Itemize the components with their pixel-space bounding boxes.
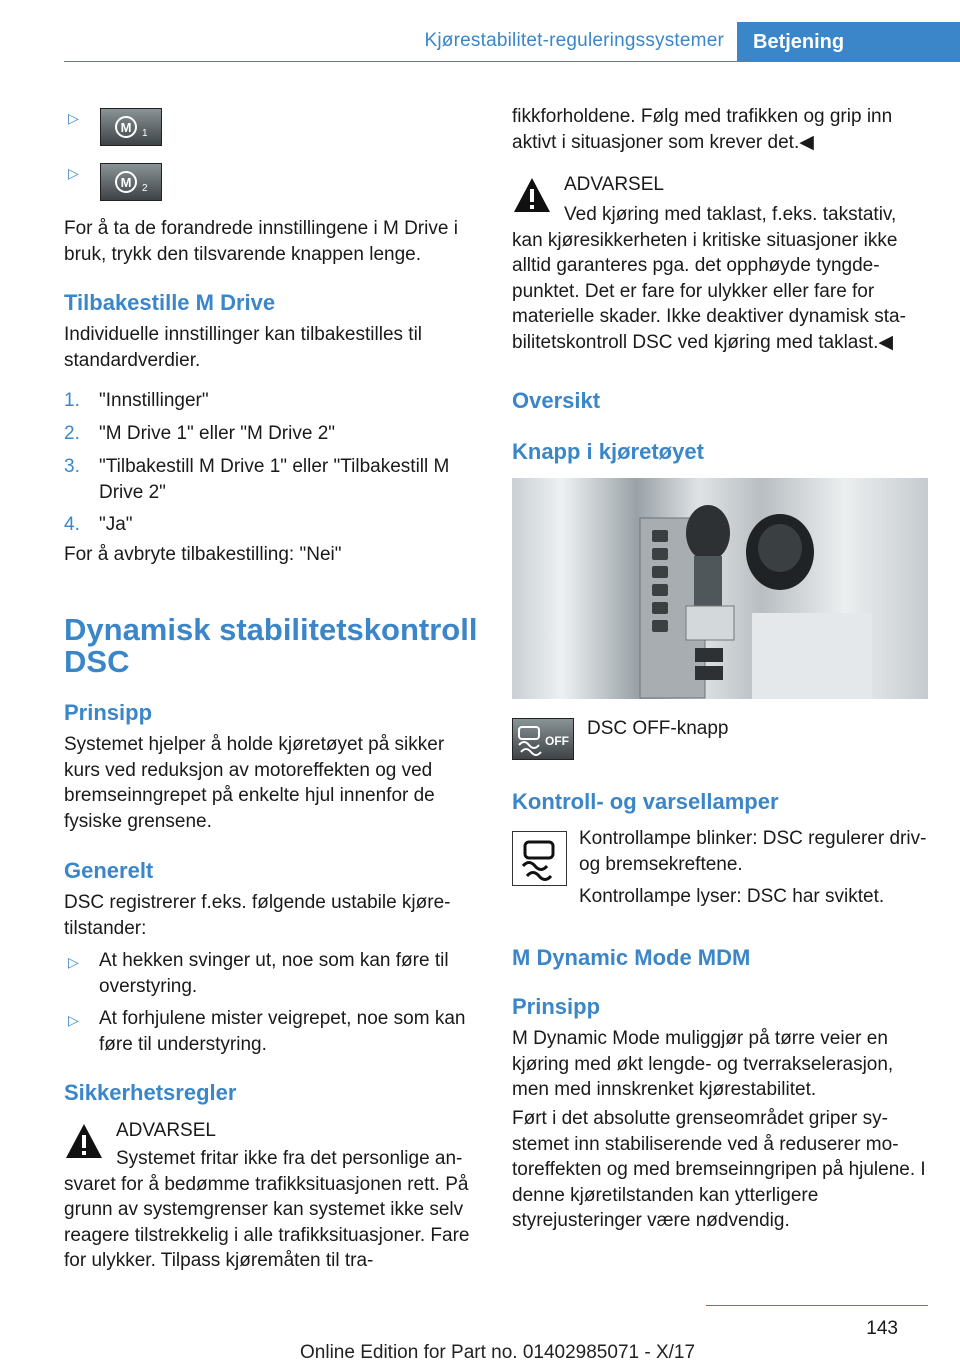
dsc-off-label: DSC OFF-knapp	[587, 718, 729, 739]
mdm-text-1: M Dynamic Mode muliggjør på tørre veier en kjøring med økt lengde- og tverrakselerasjon, men med innskrenket kjørestabilitet.	[512, 1028, 894, 1101]
general-text: DSC registrerer f.eks. følgende ustabile kjøretilstander:	[64, 892, 451, 939]
breadcrumb: Kjørestabilitet-reguleringssystemer	[424, 30, 724, 51]
svg-text:M: M	[120, 175, 132, 190]
warning-label: ADVARSEL	[116, 1120, 216, 1141]
button-heading: Knapp i kjøretøyet	[512, 439, 704, 464]
triangle-bullet-icon: ▷	[68, 165, 79, 181]
warning-text: Ved kjøring med taklast, f.eks. takstativ, kan kjøresikkerheten i kritiske situasjoner ikke alltid garanteres pga. det opphøyde tyngdepunktet. Det er fare for ulykker eller fare for materielle skader. Ikke deaktiver dynamisk stabilitetskontroll DSC ved kjøring med taklast.◀	[512, 204, 906, 353]
reset-heading: Tilbakestille M Drive	[64, 290, 276, 315]
mdm-principle-heading: Prinsipp	[512, 994, 601, 1019]
lamp-blink-text: Kontrollampe blinker: DSC regulerer driv- og bremsekreftene.	[579, 828, 927, 875]
svg-text:2: 2	[142, 183, 148, 194]
step-text: "M Drive 1" eller "M Drive 2"	[99, 423, 336, 444]
continuation-text: fikkforholdene. Følg med trafikken og grip inn aktivt i situasjoner som krever det.◀	[512, 106, 893, 153]
svg-text:OFF: OFF	[545, 734, 569, 748]
edition-text: Online Edition for Part no. 01402985071 - X/17	[300, 1342, 696, 1363]
step-text: "Innstillinger"	[99, 390, 209, 411]
dsc-off-button-icon	[512, 718, 574, 760]
warning-text: Systemet fritar ikke fra det personlige ansvaret for å bedømme trafikksituasjonen rett. På grunn av systemgrenser kan systemet ikke selv reagere tilstrekkelig i alle trafikksituasjoner. Fare for ulykker. Tilpass kjøremåten til tra-	[64, 1148, 470, 1272]
svg-text:M: M	[120, 120, 132, 135]
bullet-text: At forhjulene mister veigrepet, noe som kan føre til understyring.	[99, 1008, 466, 1055]
overview-heading: Oversikt	[512, 388, 601, 413]
dsc-lamp-icon	[512, 831, 567, 886]
step-number: 2.	[64, 423, 80, 444]
principle-text: Systemet hjelper å holde kjøretøyet på sikker kurs ved reduksjon av motoreffekten og ved bremseinngrepet på enkelte hjul innenfor de fysiske grensene.	[64, 734, 445, 832]
m1-button-icon	[100, 108, 162, 146]
principle-heading: Prinsipp	[64, 700, 153, 725]
header-rule	[64, 61, 737, 62]
svg-text:1: 1	[142, 128, 148, 139]
warning-label: ADVARSEL	[564, 174, 664, 195]
step-text: "Ja"	[99, 514, 133, 535]
mdm-heading: M Dynamic Mode MDM	[512, 945, 751, 970]
cancel-text: For å avbryte tilbakestilling: "Nei"	[64, 544, 342, 565]
dsc-heading: Dynamisk stabilitetskontroll DSC	[64, 612, 478, 679]
general-heading: Generelt	[64, 858, 154, 883]
triangle-bullet-icon: ▷	[68, 954, 79, 970]
intro-text: For å ta de forandrede innstillingene i M Drive i bruk, trykk den tilsvarende knappen lenge.	[64, 218, 458, 265]
bullet-text: At hekken svinger ut, noe som kan føre til overstyring.	[99, 950, 449, 997]
step-number: 1.	[64, 390, 80, 411]
page-header	[0, 0, 960, 62]
footer-rule	[706, 1305, 928, 1306]
step-number: 3.	[64, 456, 80, 477]
center-console-photo	[512, 478, 928, 699]
triangle-bullet-icon: ▷	[68, 1012, 79, 1028]
section-tab: Betjening	[737, 22, 960, 62]
lamps-heading: Kontroll- og varsellamper	[512, 789, 779, 814]
triangle-bullet-icon: ▷	[68, 110, 79, 126]
m2-button-icon	[100, 163, 162, 201]
safety-heading: Sikkerhetsregler	[64, 1080, 237, 1105]
step-number: 4.	[64, 514, 80, 535]
page-number: 143	[866, 1318, 898, 1339]
mdm-text-2: Ført i det absolutte grenseområdet griper systemet inn stabiliserende ved å reduserer motoreffekten og med bremseinngripen på hjulene. I denne kjøretilstanden kan ytterligere styrejusteringer være nødvendig.	[512, 1108, 926, 1232]
reset-text: Individuelle innstillinger kan tilbakestilles til standardverdier.	[64, 324, 423, 371]
lamp-on-text: Kontrollampe lyser: DSC har sviktet.	[579, 886, 885, 907]
step-text: "Tilbakestill M Drive 1" eller "Tilbakestill M Drive 2"	[99, 456, 450, 503]
